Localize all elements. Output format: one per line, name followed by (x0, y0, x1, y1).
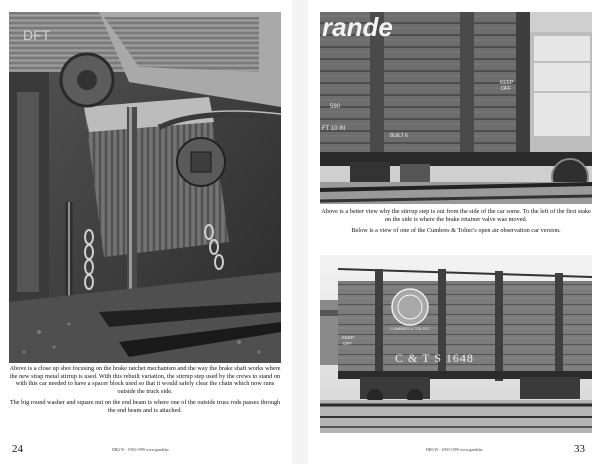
keep-stencil-2: KEEP (342, 335, 355, 340)
left-footer-text: DRGW - 1950-1999 www.gaudslar (112, 447, 169, 452)
right-page-number: 33 (574, 443, 585, 455)
brake-mechanism-image (9, 12, 281, 363)
gondola-side-image (320, 12, 592, 204)
right-caption-paragraph-1: Above is a better view why the stirrup step is out from the side of the car some. To the left of the first stake on the side is where the brake retainer valve was moved. (321, 208, 591, 223)
observation-car-photo (320, 255, 592, 433)
number-stencil: 590 (330, 104, 341, 110)
off-stencil: OFF (501, 86, 511, 92)
rande-lettering: rande (322, 12, 393, 42)
right-page (308, 0, 600, 464)
right-caption (320, 208, 592, 239)
dimension-stencil: FT 10 IN (322, 126, 346, 132)
observation-car-image (320, 255, 592, 433)
car-stencil-text: DFT (23, 27, 51, 43)
herald-text: CUMBRES & TOLTEC (389, 326, 431, 331)
brake-mechanism-photo (9, 12, 281, 363)
off-stencil-2: OFF (343, 341, 352, 346)
left-page-number: 24 (12, 443, 23, 455)
right-caption-paragraph-2: Below is a view of one of the Cumbres & Toltec's open air observation car version. (351, 227, 561, 235)
right-footer-text: DRGW - 1950-1999 www.gaudslar (426, 447, 483, 452)
left-page (0, 0, 292, 464)
left-caption (9, 365, 281, 419)
left-caption-paragraph-1: Above is a close up shot focusing on the brake ratchet mechanism and the way the brake shaft works where the new strap metal stirrup is used. With this rebuilt variation, the stirrup step used by the crews to stand on with this car needed to have a spacer block used so that it would safely clear the chain which now runs outside the truck side. (9, 365, 281, 395)
built-stencil: BUILT 6 (390, 133, 408, 139)
car-lettering: C & T S 1648 (395, 351, 474, 365)
book-gutter (292, 0, 308, 464)
gondola-side-photo (320, 12, 592, 204)
keep-stencil: KEEP (500, 80, 514, 86)
left-caption-paragraph-2: The big round washer and square nut on the end beam is where one of the outside truss rods passes through the end beam and is attached. (9, 399, 281, 414)
